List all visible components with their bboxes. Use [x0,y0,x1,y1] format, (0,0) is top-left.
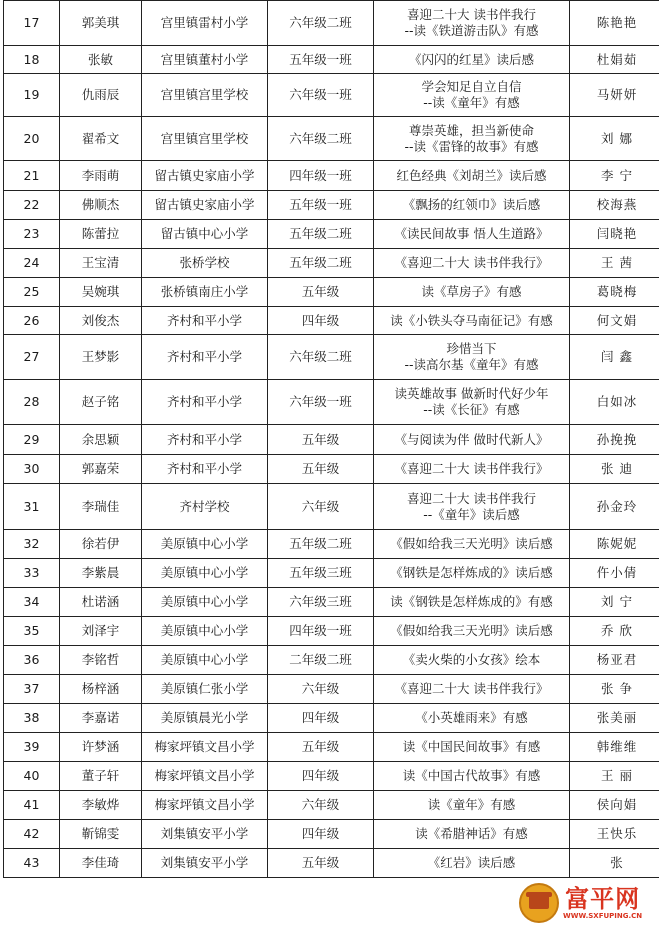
essay-title-line: 《假如给我三天光明》读后感 [390,623,553,638]
grade-class-cell: 四年级 [268,704,374,733]
essay-title-cell [374,646,570,675]
grade-class-cell: 六年级 [268,791,374,820]
school-name-cell: 宫里镇董村小学 [142,46,268,74]
table-row [4,849,659,878]
row-number-cell: 27 [4,335,60,380]
student-name-cell: 赵子铭 [60,380,142,425]
essay-title-cell [374,1,570,46]
row-number-cell: 26 [4,307,60,335]
grade-class-cell: 六年级二班 [268,117,374,161]
grade-class-cell: 六年级一班 [268,380,374,425]
table-row [4,588,659,617]
row-number-cell: 20 [4,117,60,161]
essay-title-cell [374,74,570,117]
teacher-name-cell: 刘 宁 [570,588,659,617]
essay-title-line: 读《中国民间故事》有感 [402,739,541,754]
student-name-cell: 董子轩 [60,762,142,791]
grade-class-cell: 五年级 [268,278,374,307]
school-name-cell: 美原镇中心小学 [142,559,268,588]
school-name-cell: 宫里镇雷村小学 [142,1,268,46]
teacher-name-cell: 乔 欣 [570,617,659,646]
teacher-name-cell: 何文娟 [570,307,659,335]
essay-title-line: 《假如给我三天光明》读后感 [390,536,553,551]
student-name-cell: 翟希文 [60,117,142,161]
grade-class-cell: 五年级一班 [268,191,374,220]
school-name-cell: 齐村和平小学 [142,425,268,455]
essay-title-line: 《读民间故事 悟人生道路》 [394,226,549,241]
student-name-cell: 张敏 [60,46,142,74]
teacher-name-cell: 杨亚君 [570,646,659,675]
essay-title-line: --读《童年》有感 [423,95,520,110]
essay-title-line: 喜迎二十大 读书伴我行 [407,7,536,22]
teacher-name-cell: 王快乐 [570,820,659,849]
school-name-cell: 张桥学校 [142,249,268,278]
student-name-cell: 王宝清 [60,249,142,278]
student-name-cell: 李嘉诺 [60,704,142,733]
grade-class-cell: 四年级一班 [268,161,374,191]
grade-class-cell: 五年级 [268,425,374,455]
essay-title-line: 读《希腊神话》有感 [415,826,528,841]
row-number-cell: 24 [4,249,60,278]
teacher-name-cell: 刘 娜 [570,117,659,161]
essay-title-line: 《喜迎二十大 读书伴我行》 [394,681,549,696]
school-name-cell: 梅家坪镇文昌小学 [142,733,268,762]
teacher-name-cell: 闫 鑫 [570,335,659,380]
school-name-cell: 美原镇中心小学 [142,530,268,559]
grade-class-cell: 四年级 [268,820,374,849]
table-row [4,733,659,762]
table-row [4,74,659,117]
grade-class-cell: 六年级二班 [268,335,374,380]
table-row [4,559,659,588]
watermark-text [563,886,642,921]
row-number-cell: 32 [4,530,60,559]
grade-class-cell: 五年级二班 [268,530,374,559]
grade-class-cell: 六年级二班 [268,1,374,46]
row-number-cell: 29 [4,425,60,455]
student-name-cell: 李敏烨 [60,791,142,820]
student-name-cell: 郭嘉荣 [60,455,142,484]
essay-title-line: 读《草房子》有感 [421,284,522,299]
essay-title-cell [374,307,570,335]
essay-title-line: 红色经典《刘胡兰》读后感 [396,167,547,183]
table-row [4,335,659,380]
grade-class-cell: 四年级一班 [268,617,374,646]
table-row [4,820,659,849]
table-row [4,278,659,307]
table-row [4,191,659,220]
row-number-cell: 36 [4,646,60,675]
essay-title-line: 读英雄故事 做新时代好少年 [394,386,549,401]
row-number-cell: 22 [4,191,60,220]
student-name-cell: 吴婉琪 [60,278,142,307]
table-row [4,530,659,559]
grade-class-cell: 六年级 [268,484,374,530]
table-row [4,704,659,733]
school-name-cell: 宫里镇宫里学校 [142,74,268,117]
essay-title-line: 《飘扬的红领巾》读后感 [402,197,541,212]
essay-title-line: 《喜迎二十大 读书伴我行》 [394,255,549,270]
teacher-name-cell: 王 茜 [570,249,659,278]
row-number-cell: 41 [4,791,60,820]
table-row [4,1,659,46]
essay-title-cell [374,380,570,425]
essay-title-cell [374,117,570,161]
teacher-name-cell: 仵小倩 [570,559,659,588]
essay-title-line: 学会知足自立自信 [421,79,522,94]
city-gate-icon [519,883,559,923]
table-row [4,249,659,278]
student-name-cell: 李铭哲 [60,646,142,675]
school-name-cell: 留古镇史家庙小学 [142,161,268,191]
student-name-cell: 李雨萌 [60,161,142,191]
essay-title-cell [374,278,570,307]
essay-title-line: 喜迎二十大 读书伴我行 [407,490,536,506]
essay-title-cell [374,161,570,191]
table-row [4,117,659,161]
essay-title-line: 读《中国古代故事》有感 [402,768,541,783]
school-name-cell: 美原镇晨光小学 [142,704,268,733]
teacher-name-cell: 葛晓梅 [570,278,659,307]
school-name-cell: 宫里镇宫里学校 [142,117,268,161]
school-name-cell: 张桥镇南庄小学 [142,278,268,307]
essay-title-cell [374,484,570,530]
essay-title-line: --读《铁道游击队》有感 [404,23,539,38]
grade-class-cell: 五年级 [268,455,374,484]
award-roster-table [3,0,659,878]
teacher-name-cell: 张美丽 [570,704,659,733]
row-number-cell: 28 [4,380,60,425]
row-number-cell: 19 [4,74,60,117]
essay-title-cell [374,704,570,733]
student-name-cell: 杜诺涵 [60,588,142,617]
school-name-cell: 齐村和平小学 [142,307,268,335]
teacher-name-cell: 韩维维 [570,733,659,762]
row-number-cell: 17 [4,1,60,46]
row-number-cell: 39 [4,733,60,762]
essay-title-cell [374,617,570,646]
table-row [4,380,659,425]
school-name-cell: 梅家坪镇文昌小学 [142,791,268,820]
student-name-cell: 王梦影 [60,335,142,380]
essay-title-cell [374,588,570,617]
essay-title-cell [374,425,570,455]
teacher-name-cell: 陈妮妮 [570,530,659,559]
grade-class-cell: 五年级 [268,733,374,762]
row-number-cell: 40 [4,762,60,791]
row-number-cell: 37 [4,675,60,704]
table-row [4,307,659,335]
student-name-cell: 李紫晨 [60,559,142,588]
row-number-cell: 42 [4,820,60,849]
essay-title-line: 《喜迎二十大 读书伴我行》 [394,461,549,476]
site-watermark [519,881,649,925]
essay-title-cell [374,249,570,278]
essay-title-cell [374,675,570,704]
essay-title-cell [374,559,570,588]
essay-title-line: 珍惜当下 [446,341,497,356]
student-name-cell: 刘泽宇 [60,617,142,646]
school-name-cell: 刘集镇安平小学 [142,849,268,878]
table-row [4,46,659,74]
row-number-cell: 43 [4,849,60,878]
student-name-cell: 靳锦雯 [60,820,142,849]
row-number-cell: 21 [4,161,60,191]
teacher-name-cell: 陈艳艳 [570,1,659,46]
essay-title-cell [374,762,570,791]
row-number-cell: 18 [4,46,60,74]
essay-title-cell [374,220,570,249]
row-number-cell: 33 [4,559,60,588]
table-row [4,161,659,191]
essay-title-line: 《红岩》读后感 [427,855,516,870]
school-name-cell: 留古镇史家庙小学 [142,191,268,220]
school-name-cell: 美原镇中心小学 [142,646,268,675]
essay-title-cell [374,820,570,849]
essay-title-line: 读《童年》有感 [427,797,516,812]
grade-class-cell: 五年级二班 [268,249,374,278]
grade-class-cell: 五年级 [268,849,374,878]
grade-class-cell: 二年级二班 [268,646,374,675]
essay-title-line: --读高尔基《童年》有感 [404,357,539,372]
teacher-name-cell: 孙挽挽 [570,425,659,455]
school-name-cell: 齐村学校 [142,484,268,530]
row-number-cell: 35 [4,617,60,646]
essay-title-line: 尊崇英雄，担当新使命 [408,122,534,138]
table-row [4,455,659,484]
watermark-brand: 富平网 [565,884,641,913]
student-name-cell: 仇雨辰 [60,74,142,117]
grade-class-cell: 四年级 [268,307,374,335]
table-row [4,220,659,249]
row-number-cell: 34 [4,588,60,617]
essay-title-line: 《闪闪的红星》读后感 [408,51,534,67]
essay-title-cell [374,733,570,762]
teacher-name-cell: 王 丽 [570,762,659,791]
row-number-cell: 31 [4,484,60,530]
teacher-name-cell: 张 [570,849,659,878]
grade-class-cell: 六年级 [268,675,374,704]
school-name-cell: 美原镇中心小学 [142,617,268,646]
row-number-cell: 23 [4,220,60,249]
essay-title-line: 读《小铁头夺马南征记》有感 [390,312,553,328]
table-row [4,617,659,646]
roster-body [4,1,659,878]
grade-class-cell: 六年级三班 [268,588,374,617]
table-row [4,425,659,455]
teacher-name-cell: 侯向娟 [570,791,659,820]
row-number-cell: 25 [4,278,60,307]
school-name-cell: 齐村和平小学 [142,380,268,425]
table-row [4,646,659,675]
grade-class-cell: 六年级一班 [268,74,374,117]
teacher-name-cell: 张 争 [570,675,659,704]
table-row [4,762,659,791]
grade-class-cell: 五年级一班 [268,46,374,74]
student-name-cell: 陈蕾拉 [60,220,142,249]
essay-title-line: --读《雷锋的故事》有感 [404,138,539,154]
essay-title-line: 《卖火柴的小女孩》绘本 [402,652,541,667]
essay-title-cell [374,791,570,820]
essay-title-line: 《钢铁是怎样炼成的》读后感 [390,565,553,580]
essay-title-line: --《童年》读后感 [423,506,520,522]
essay-title-line: 读《钢铁是怎样炼成的》有感 [390,594,553,609]
row-number-cell: 38 [4,704,60,733]
teacher-name-cell: 闫晓艳 [570,220,659,249]
essay-title-cell [374,191,570,220]
grade-class-cell: 五年级二班 [268,220,374,249]
essay-title-cell [374,46,570,74]
student-name-cell: 刘俊杰 [60,307,142,335]
grade-class-cell: 五年级三班 [268,559,374,588]
essay-title-cell [374,455,570,484]
essay-title-cell [374,335,570,380]
essay-title-line: 《与阅读为伴 做时代新人》 [394,431,549,447]
teacher-name-cell: 白如冰 [570,380,659,425]
student-name-cell: 郭美琪 [60,1,142,46]
essay-title-cell [374,530,570,559]
student-name-cell: 李瑞佳 [60,484,142,530]
watermark-url: WWW.SXFUPING.CN [563,911,643,920]
student-name-cell: 李佳琦 [60,849,142,878]
school-name-cell: 齐村和平小学 [142,455,268,484]
table-row [4,484,659,530]
teacher-name-cell: 孙金玲 [570,484,659,530]
school-name-cell: 梅家坪镇文昌小学 [142,762,268,791]
grade-class-cell: 四年级 [268,762,374,791]
essay-title-line: 《小英雄雨来》有感 [415,710,528,725]
school-name-cell: 刘集镇安平小学 [142,820,268,849]
student-name-cell: 佛顺杰 [60,191,142,220]
teacher-name-cell: 杜娟茹 [570,46,659,74]
teacher-name-cell: 校海燕 [570,191,659,220]
student-name-cell: 徐若伊 [60,530,142,559]
school-name-cell: 美原镇中心小学 [142,588,268,617]
teacher-name-cell: 李 宁 [570,161,659,191]
table-row [4,675,659,704]
essay-title-cell [374,849,570,878]
row-number-cell: 30 [4,455,60,484]
student-name-cell: 许梦涵 [60,733,142,762]
school-name-cell: 齐村和平小学 [142,335,268,380]
student-name-cell: 余思颖 [60,425,142,455]
teacher-name-cell: 马妍妍 [570,74,659,117]
student-name-cell: 杨梓涵 [60,675,142,704]
teacher-name-cell: 张 迪 [570,455,659,484]
essay-title-line: --读《长征》有感 [423,402,520,417]
table-row [4,791,659,820]
school-name-cell: 留古镇中心小学 [142,220,268,249]
school-name-cell: 美原镇仁张小学 [142,675,268,704]
